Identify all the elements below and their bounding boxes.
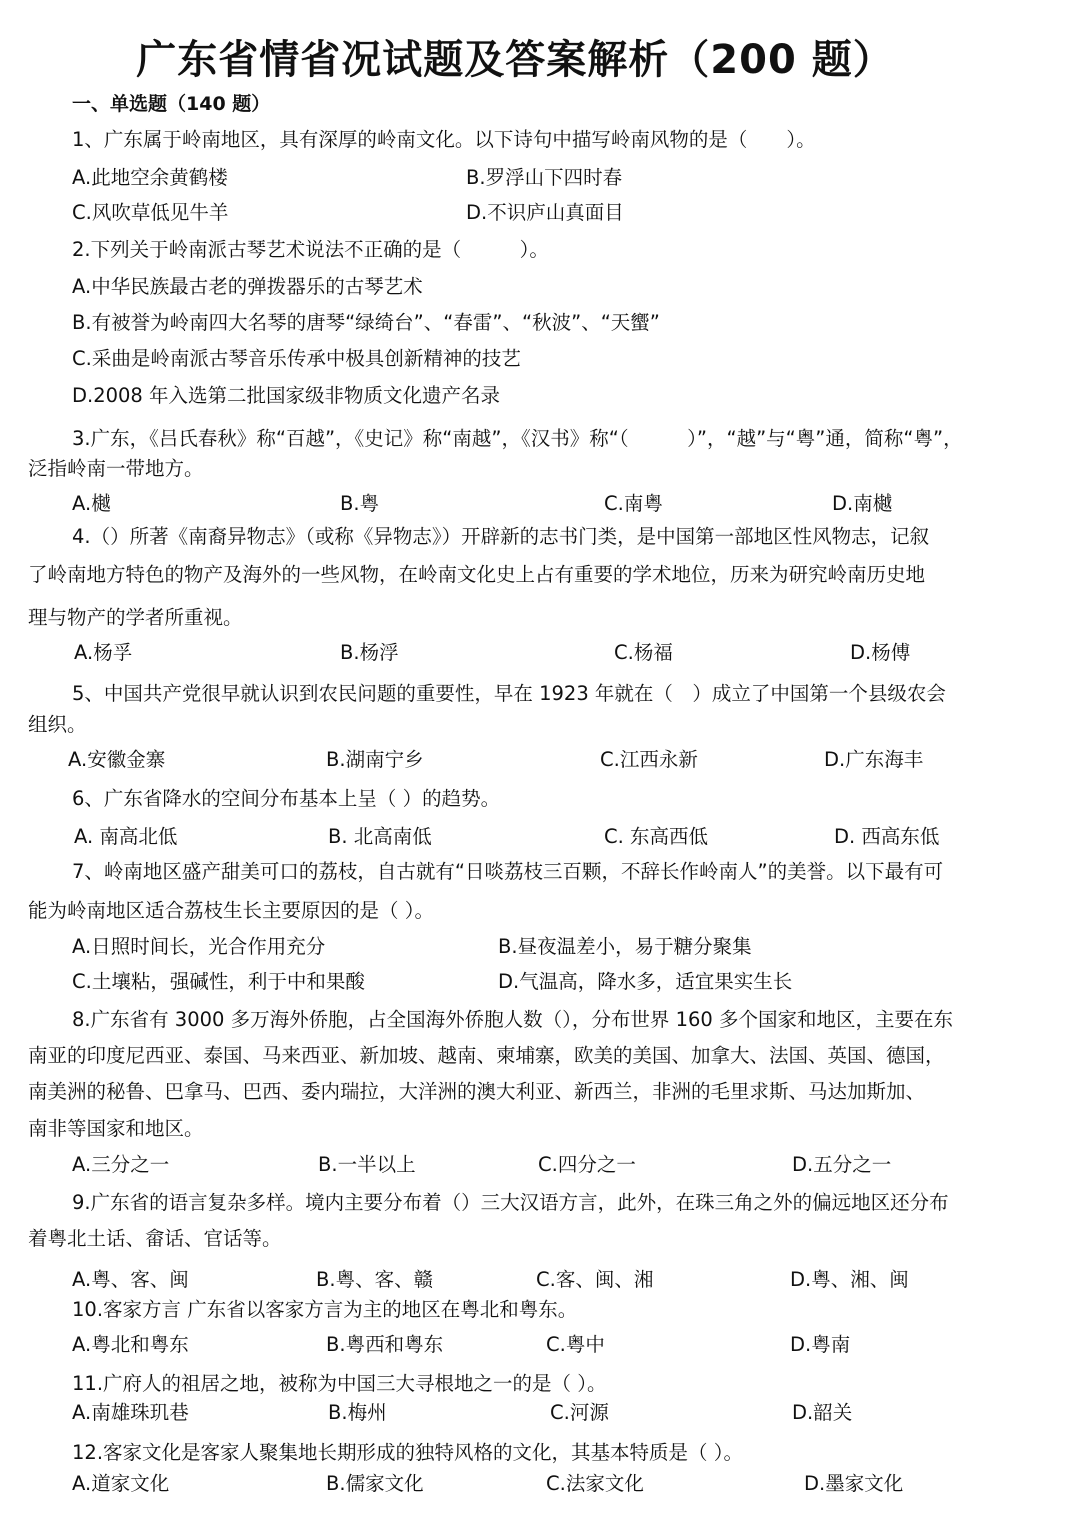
question-5-option-a: A.安徽金寨	[68, 748, 166, 771]
question-6-option-c: C. 东高西低	[604, 825, 709, 848]
question-5-option-c: C.江西永新	[600, 748, 698, 771]
question-2-option-c: C.采曲是岭南派古琴音乐传承中极具创新精神的技艺	[72, 347, 521, 370]
question-9-option-a: A.粤、客、闽	[72, 1268, 189, 1291]
question-8-stem-line-4: 南非等国家和地区。	[28, 1117, 204, 1140]
question-9-option-b: B.粤、客、赣	[316, 1268, 434, 1291]
question-5-stem-line-2: 组织。	[28, 713, 87, 736]
question-4-stem-line-3: 理与物产的学者所重视。	[28, 606, 243, 629]
question-1-option-d: D.不识庐山真面目	[466, 201, 624, 224]
question-3-option-a: A.樾	[72, 492, 111, 515]
question-4-option-a: A.杨孚	[74, 641, 133, 664]
question-2-stem: 2.下列关于岭南派古琴艺术说法不正确的是（ ）。	[72, 238, 549, 261]
question-9-stem-line-2: 着粤北土话、畲话、官话等。	[28, 1227, 282, 1250]
question-10-option-d: D.粤南	[790, 1333, 851, 1356]
question-12-stem: 12.客家文化是客家人聚集地长期形成的独特风格的文化，其基本特质是（ ）。	[72, 1441, 743, 1464]
question-6-option-a: A. 南高北低	[74, 825, 178, 848]
question-12-option-b: B.儒家文化	[326, 1472, 424, 1495]
question-8-stem-line-3: 南美洲的秘鲁、巴拿马、巴西、委内瑞拉，大洋洲的澳大利亚、新西兰，非洲的毛里求斯、马达加斯加、	[28, 1080, 926, 1103]
question-8-stem-line-2: 南亚的印度尼西亚、泰国、马来西亚、新加坡、越南、柬埔寨，欧美的美国、加拿大、法国、英国、德国，	[28, 1044, 945, 1067]
question-5-stem-line-1: 5、中国共产党很早就认识到农民问题的重要性，早在 1923 年就在（ ）成立了中国第一个县级农会	[72, 682, 946, 705]
question-6-stem: 6、广东省降水的空间分布基本上呈（ ）的趋势。	[72, 787, 501, 810]
question-12-option-c: C.法家文化	[546, 1472, 644, 1495]
question-3-stem-line-2: 泛指岭南一带地方。	[28, 457, 204, 480]
question-2-option-d: D.2008 年入选第二批国家级非物质文化遗产名录	[72, 384, 501, 407]
question-7-option-d: D.气温高，降水多，适宜果实生长	[498, 970, 793, 993]
question-2-option-a: A.中华民族最古老的弹拨器乐的古琴艺术	[72, 275, 423, 298]
question-3-option-c: C.南粤	[604, 492, 663, 515]
question-7-stem-line-1: 7、岭南地区盛产甜美可口的荔枝，自古就有“日啖荔枝三百颗，不辞长作岭南人”的美誉。以下最有可	[72, 860, 944, 883]
question-11-option-d: D.韶关	[792, 1401, 853, 1424]
question-7-stem-line-2: 能为岭南地区适合荔枝生长主要原因的是（ ）。	[28, 899, 434, 922]
question-7-option-a: A.日照时间长，光合作用充分	[72, 935, 326, 958]
question-9-option-d: D.粤、湘、闽	[790, 1268, 909, 1291]
question-9-option-c: C.客、闽、湘	[536, 1268, 654, 1291]
question-4-option-d: D.杨傅	[850, 641, 911, 664]
question-3-stem-line-1: 3.广东，《吕氏春秋》称“百越”，《史记》称“南越”，《汉书》称“（ ）”，“越”与“粤”通，简称“粤”，	[72, 427, 963, 450]
question-6-option-d: D. 西高东低	[834, 825, 940, 848]
question-8-option-c: C.四分之一	[538, 1153, 636, 1176]
question-10-option-a: A.粤北和粤东	[72, 1333, 189, 1356]
question-11-option-a: A.南雄珠玑巷	[72, 1401, 189, 1424]
question-11-option-c: C.河源	[550, 1401, 609, 1424]
question-6-option-b: B. 北高南低	[328, 825, 432, 848]
question-12-option-a: A.道家文化	[72, 1472, 170, 1495]
question-2-option-b: B.有被誉为岭南四大名琴的唐琴“绿绮台”、“春雷”、“秋波”、“天蠁”	[72, 311, 660, 334]
question-10-stem: 10.客家方言 广东省以客家方言为主的地区在粤北和粤东。	[72, 1298, 578, 1321]
question-1-option-c: C.风吹草低见牛羊	[72, 201, 229, 224]
question-7-option-c: C.土壤粘，强碱性，利于中和果酸	[72, 970, 365, 993]
question-1-option-b: B.罗浮山下四时春	[466, 166, 623, 189]
question-9-stem-line-1: 9.广东省的语言复杂多样。境内主要分布着（）三大汉语方言，此外，在珠三角之外的偏远地区还分布	[72, 1191, 949, 1214]
question-7-option-b: B.昼夜温差小，易于糖分聚集	[498, 935, 752, 958]
question-5-option-b: B.湖南宁乡	[326, 748, 424, 771]
question-11-stem: 11.广府人的祖居之地，被称为中国三大寻根地之一的是（ ）。	[72, 1372, 607, 1395]
page-title: 广东省情省况试题及答案解析（200 题）	[136, 37, 894, 83]
question-5-option-d: D.广东海丰	[824, 748, 924, 771]
question-10-option-c: C.粤中	[546, 1333, 605, 1356]
question-10-option-b: B.粤西和粤东	[326, 1333, 444, 1356]
question-1-stem: 1、广东属于岭南地区，具有深厚的岭南文化。以下诗句中描写岭南风物的是（ ）。	[72, 128, 816, 151]
question-12-option-d: D.墨家文化	[804, 1472, 904, 1495]
question-8-option-a: A.三分之一	[72, 1153, 170, 1176]
question-11-option-b: B.梅州	[328, 1401, 387, 1424]
question-8-option-b: B.一半以上	[318, 1153, 416, 1176]
question-3-option-d: D.南樾	[832, 492, 893, 515]
question-8-option-d: D.五分之一	[792, 1153, 892, 1176]
question-4-option-c: C.杨福	[614, 641, 673, 664]
question-4-stem-line-1: 4.（）所著《南裔异物志》（或称《异物志》）开辟新的志书门类，是中国第一部地区性风物志，记叙	[72, 525, 930, 548]
question-1-option-a: A.此地空余黄鹤楼	[72, 166, 228, 189]
question-8-stem-line-1: 8.广东省有 3000 多万海外侨胞，占全国海外侨胞人数（），分布世界 160 多个国家和地区，主要在东	[72, 1008, 953, 1031]
question-3-option-b: B.粤	[340, 492, 380, 515]
section-heading: 一、单选题（140 题）	[72, 93, 271, 115]
question-4-option-b: B.杨浮	[340, 641, 399, 664]
question-4-stem-line-2: 了岭南地方特色的物产及海外的一些风物，在岭南文化史上占有重要的学术地位，历来为研究岭南历史地	[28, 563, 926, 586]
